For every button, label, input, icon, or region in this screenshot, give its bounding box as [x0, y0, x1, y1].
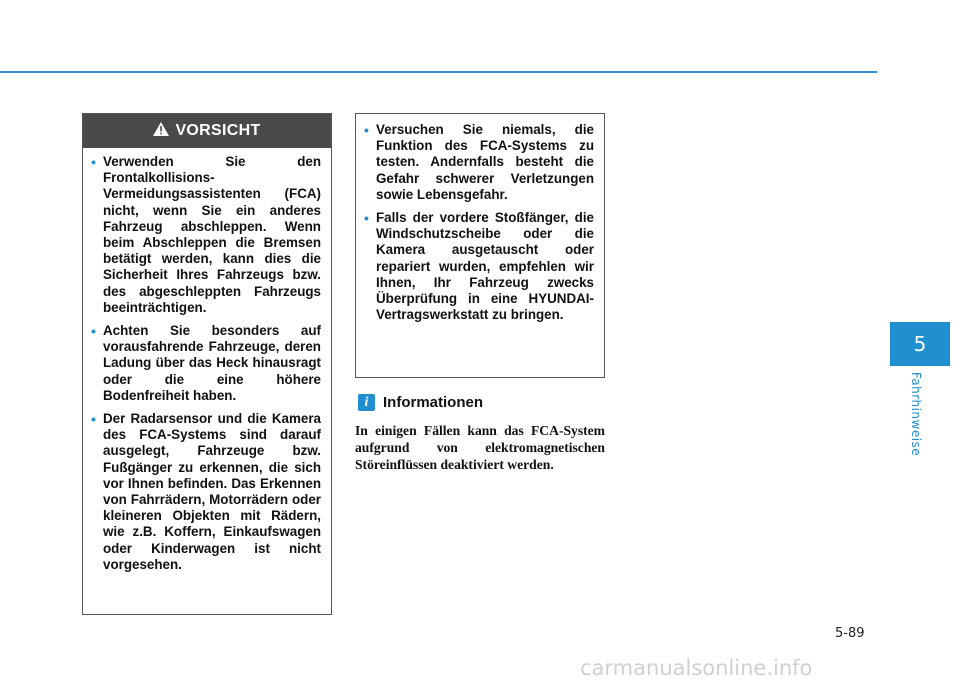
info-text: In einigen Fällen kann das FCA-System aufgrund von elektromagnetischen Störeinflüssen deaktiviert werden.	[355, 423, 605, 472]
caution-item: • Falls der vordere Stoßfänger, die Windschutzscheibe oder die Kamera ausgetauscht oder repariert wurden, empfehlen wir Ihnen, Ihr Fahrzeug zwecks Überprüfung in eine HYUNDAI-Vertragswerkstatt zu bringen.	[366, 210, 594, 323]
caution-continued-box	[355, 113, 605, 378]
info-icon: i	[358, 394, 375, 411]
chapter-label: Fahrhinweise	[909, 372, 923, 457]
warning-icon	[153, 122, 169, 141]
caution-item: • Der Radarsensor und die Kamera des FCA-Systems sind darauf ausgelegt, Fahrzeuge bzw. Fußgänger zu erkennen, die sich vor Ihnen befinden. Das Erkennen von Fahrrädern, Motorrädern oder kleineren Objekten mit Rädern, wie z.B. Koffern, Einkaufswagen oder Kinderwagen ist nicht vorgesehen.	[93, 411, 321, 573]
caution-header	[83, 114, 331, 148]
watermark: carmanualsonline.info	[580, 656, 813, 680]
caution-item: • Versuchen Sie niemals, die Funktion des FCA-Systems zu testen. Andernfalls besteht die Gefahr schwerer Verletzungen sowie Lebensgefahr.	[366, 122, 594, 203]
page-number: 5-89	[835, 626, 865, 641]
caution-item: • Achten Sie besonders auf vorausfahrende Fahrzeuge, deren Ladung über das Heck hinausragt oder die eine höhere Bodenfreiheit haben.	[93, 323, 321, 404]
caution-list	[83, 148, 331, 573]
caution-item: • Verwenden Sie den Frontalkollisions-Vermeidungsassistenten (FCA) nicht, wenn Sie ein anderes Fahrzeug abschleppen. Wenn beim Abschleppen die Bremsen betätigt werden, kann dies die Sicherheit Ihres Fahrzeugs bzw. des abgeschleppten Fahrzeugs beeinträchtigen.	[93, 154, 321, 316]
header-rule	[0, 71, 877, 73]
caution-box	[82, 113, 332, 615]
info-heading	[358, 394, 483, 411]
caution-title: VORSICHT	[175, 122, 261, 139]
caution-continued-list	[356, 114, 604, 323]
info-title: Informationen	[383, 394, 483, 411]
chapter-tab: 5	[890, 322, 950, 366]
